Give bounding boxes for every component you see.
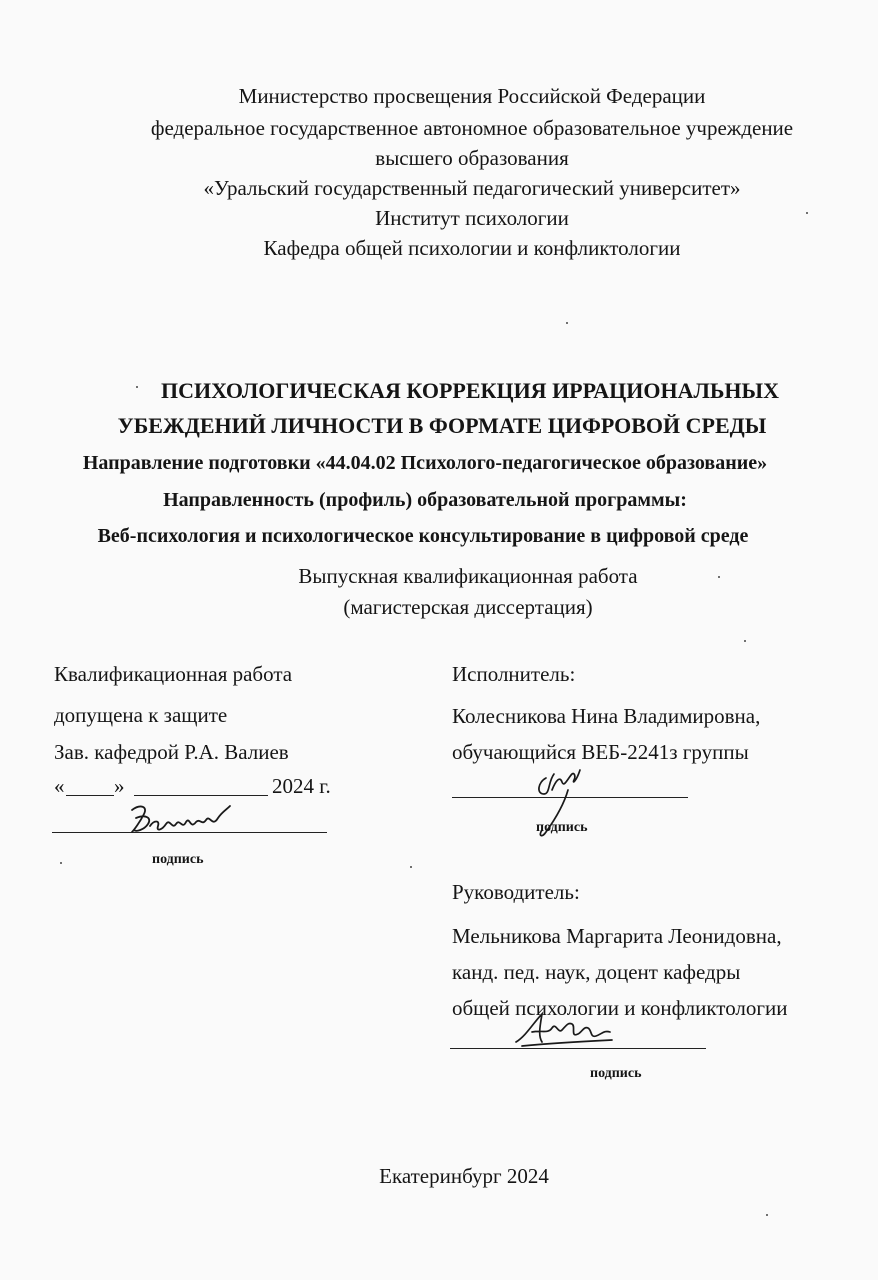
date-open-quote: «	[54, 774, 65, 798]
work-type: Выпускная квалификационная работа	[298, 564, 638, 588]
work-subtype: (магистерская диссертация)	[343, 595, 593, 619]
program-profile-value: Веб-психология и психологическое консультирование в цифровой среде	[97, 525, 749, 547]
executor-signature-caption: подпись	[536, 820, 588, 835]
university-name: «Уральский государственный педагогический университет»	[203, 176, 741, 200]
ministry-line: Министерство просвещения Российской Федерации	[238, 84, 706, 108]
scan-speck	[766, 1214, 768, 1216]
admission-line-2: допущена к защите	[54, 703, 228, 727]
scan-speck	[744, 640, 746, 642]
scan-speck	[718, 576, 720, 578]
scan-speck	[60, 862, 62, 864]
supervisor-label: Руководитель:	[452, 880, 580, 904]
institute-name: Институт психологии	[375, 206, 569, 230]
executor-label: Исполнитель:	[452, 662, 576, 686]
education-level-line: высшего образования	[375, 146, 569, 170]
supervisor-position: канд. пед. наук, доцент кафедры	[452, 960, 741, 984]
supervisor-signature-image	[512, 1008, 622, 1052]
admission-line-1: Квалификационная работа	[54, 662, 293, 686]
executor-group: обучающийся ВЕБ-2241з группы	[452, 740, 749, 764]
date-close-quote: »	[114, 774, 125, 798]
admission-year: 2024 г.	[272, 774, 331, 798]
day-blank-line	[66, 795, 114, 796]
program-profile-label: Направленность (профиль) образовательной программы:	[163, 489, 687, 511]
head-of-department: Зав. кафедрой Р.А. Валиев	[54, 740, 289, 764]
thesis-title-line-2: УБЕЖДЕНИЙ ЛИЧНОСТИ В ФОРМАТЕ ЦИФРОВОЙ СРЕДЫ	[117, 413, 767, 438]
program-direction: Направление подготовки «44.04.02 Психолого-педагогическое образование»	[82, 452, 768, 474]
scan-speck	[806, 212, 808, 214]
scan-speck	[566, 322, 568, 324]
executor-name: Колесникова Нина Владимировна,	[452, 704, 761, 728]
city-year: Екатеринбург 2024	[379, 1164, 549, 1188]
supervisor-signature-caption: подпись	[590, 1066, 642, 1081]
head-signature-image	[126, 800, 246, 840]
supervisor-name: Мельникова Маргарита Леонидовна,	[452, 924, 782, 948]
supervisor-department: общей психологии и конфликтологии	[452, 996, 788, 1020]
department-name: Кафедра общей психологии и конфликтологии	[263, 236, 681, 260]
scan-speck	[136, 386, 138, 388]
institution-type-line: федеральное государственное автономное образовательное учреждение	[150, 116, 794, 140]
scan-speck	[410, 866, 412, 868]
thesis-title-line-1: ПСИХОЛОГИЧЕСКАЯ КОРРЕКЦИЯ ИРРАЦИОНАЛЬНЫХ	[160, 378, 780, 403]
admission-signature-caption: подпись	[152, 852, 204, 867]
month-blank-line	[134, 795, 268, 796]
